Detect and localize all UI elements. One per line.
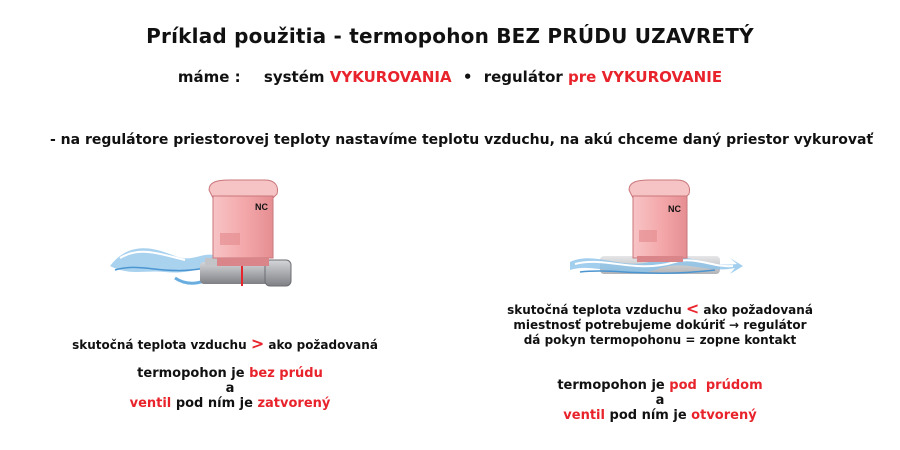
intro-text: - na regulátore priestorovej teploty nastavíme teplotu vzduchu, na akú chceme daný priestor vykurovať bbox=[50, 132, 874, 148]
right-condition-line3: dá pokyn termopohonu = zopne kontakt bbox=[523, 333, 797, 347]
bullet-separator: • bbox=[462, 68, 473, 86]
left-state-label: termopohon je bbox=[137, 366, 245, 381]
greater-than-symbol: > bbox=[250, 334, 265, 353]
less-than-symbol: < bbox=[685, 299, 700, 318]
page-title: Príklad použitia - termopohon BEZ PRÚDU UZAVRETÝ bbox=[146, 24, 754, 48]
right-valve-label: pod ním je bbox=[609, 408, 687, 423]
right-condition-before: skutočná teplota vzduchu bbox=[507, 303, 682, 317]
subtitle-lead: máme : bbox=[177, 68, 241, 86]
right-condition bbox=[500, 301, 820, 348]
left-condition bbox=[55, 336, 395, 353]
right-actuator-illustration bbox=[565, 178, 745, 293]
left-valve-value: zatvorený bbox=[257, 396, 331, 411]
system-label: systém bbox=[263, 68, 325, 86]
thermal-actuator-icon bbox=[629, 180, 690, 262]
regulator-value: pre VYKUROVANIE bbox=[568, 68, 723, 86]
thermal-actuator-icon bbox=[209, 180, 278, 266]
right-state-connector: a bbox=[655, 393, 665, 408]
left-state bbox=[80, 366, 380, 411]
right-state-value: pod prúdom bbox=[669, 378, 763, 393]
left-state-value: bez prúdu bbox=[249, 366, 323, 381]
right-valve-value: otvorený bbox=[691, 408, 757, 423]
regulator-label: regulátor bbox=[483, 68, 563, 86]
right-valve-subject: ventil bbox=[563, 408, 605, 423]
left-valve-label: pod ním je bbox=[175, 396, 253, 411]
left-condition-after: ako požadovaná bbox=[268, 338, 378, 352]
system-value: VYKUROVANIA bbox=[329, 68, 452, 86]
left-state-connector: a bbox=[225, 381, 235, 396]
left-actuator-label: NC bbox=[255, 202, 268, 212]
right-state bbox=[510, 378, 810, 423]
right-condition-line2: miestnosť potrebujeme dokúriť → regulátor bbox=[513, 318, 807, 332]
left-condition-before: skutočná teplota vzduchu bbox=[72, 338, 247, 352]
right-condition-after: ako požadovaná bbox=[703, 303, 813, 317]
right-state-label: termopohon je bbox=[557, 378, 665, 393]
left-actuator-illustration bbox=[105, 178, 315, 303]
subtitle bbox=[0, 68, 900, 86]
left-valve-subject: ventil bbox=[129, 396, 172, 411]
right-actuator-label: NC bbox=[668, 204, 681, 214]
